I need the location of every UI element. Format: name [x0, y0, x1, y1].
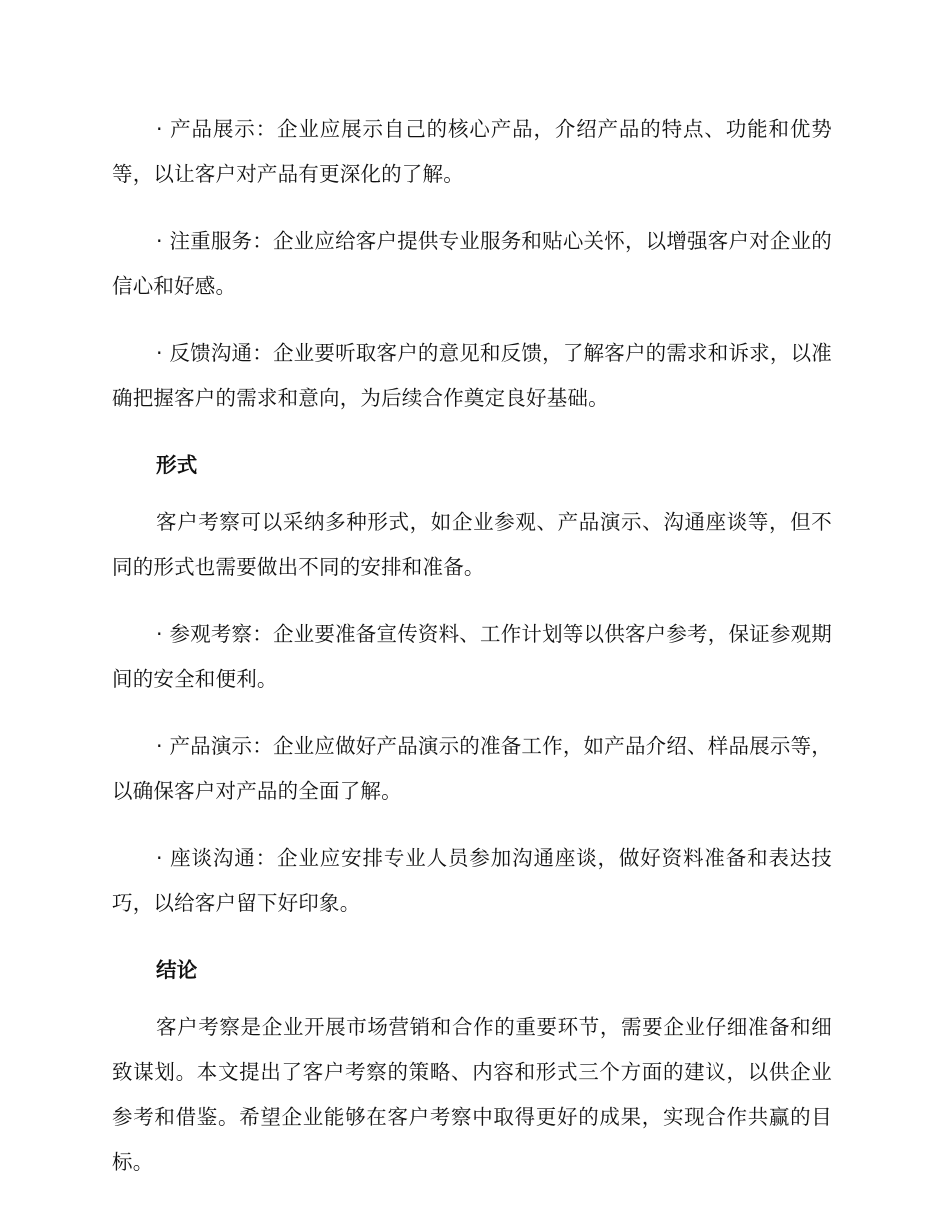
paragraph-format-intro: 客户考察可以采纳多种形式，如企业参观、产品演示、沟通座谈等，但不同的形式也需要做出不同的安排和准备。: [112, 510, 832, 579]
paragraph-product-showcase: · 产品展示：企业应展示自己的核心产品，介绍产品的特点、功能和优势等，以让客户对产品有更深化的了解。: [112, 117, 832, 186]
paragraph-feedback-communication: · 反馈沟通：企业要听取客户的意见和反馈，了解客户的需求和诉求，以准确把握客户的需求和意向，为后续合作奠定良好基础。: [112, 341, 832, 410]
section-heading-conclusion: 结论: [156, 958, 198, 982]
paragraph-conclusion: 客户考察是企业开展市场营销和合作的重要环节，需要企业仔细准备和细致谋划。本文提出了客户考察的策略、内容和形式三个方面的建议，以供企业参考和借鉴。希望企业能够在客户考察中取得更好的成果，实现合作共赢的目标。: [112, 1015, 832, 1174]
paragraph-product-demo: · 产品演示：企业应做好产品演示的准备工作，如产品介绍、样品展示等，以确保客户对产品的全面了解。: [112, 734, 832, 803]
section-heading-format: 形式: [156, 453, 198, 477]
document-content: [112, 107, 832, 1207]
paragraph-service-focus: · 注重服务：企业应给客户提供专业服务和贴心关怀，以增强客户对企业的信心和好感。: [112, 229, 832, 298]
paragraph-visit-inspection: · 参观考察：企业要准备宣传资料、工作计划等以供客户参考，保证参观期间的安全和便利。: [112, 622, 832, 691]
paragraph-discussion-meeting: · 座谈沟通：企业应安排专业人员参加沟通座谈，做好资料准备和表达技巧，以给客户留下好印象。: [112, 846, 832, 915]
